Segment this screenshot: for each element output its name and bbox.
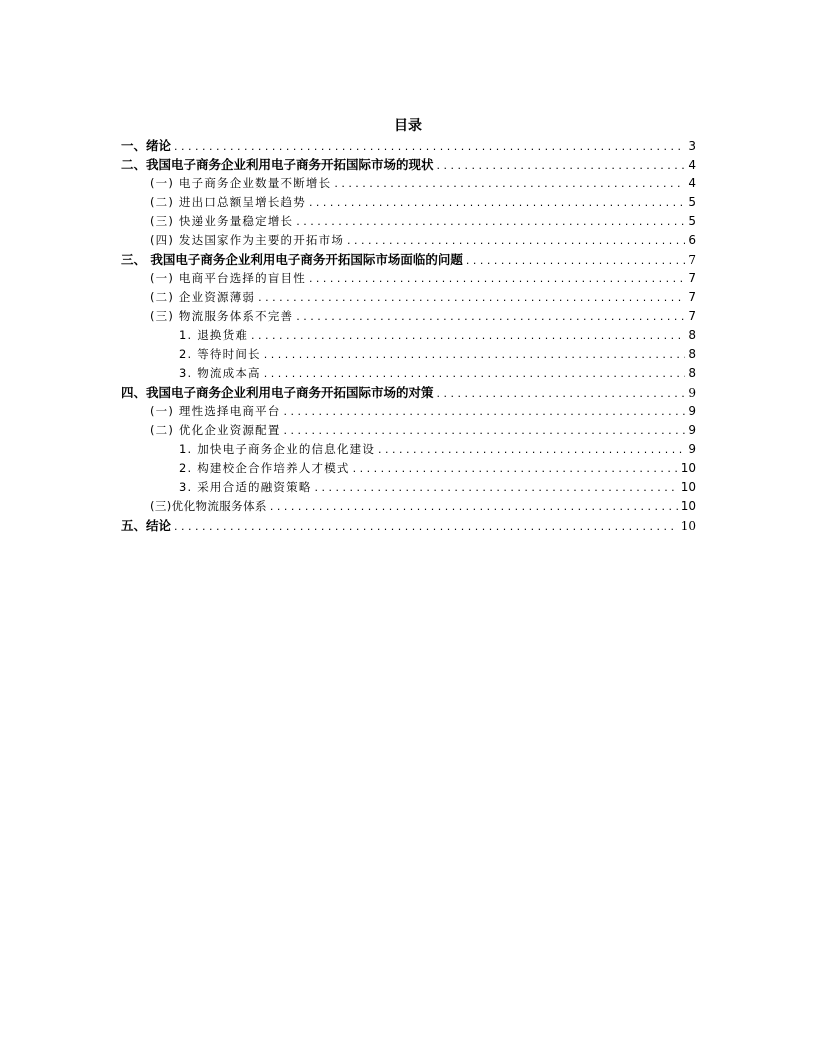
dot-leader (437, 156, 686, 175)
toc-entry-page: 9 (688, 386, 696, 400)
dot-leader (309, 193, 685, 212)
toc-entry[interactable] (121, 345, 696, 364)
toc-entry[interactable] (121, 478, 696, 497)
toc-entry-text: (三) 快递业务量稳定增长 (150, 214, 294, 228)
toc-entry-text: 3. 采用合适的融资策略 (179, 480, 312, 494)
toc-entry-page: 9 (688, 423, 696, 437)
toc-entry-page: 7 (688, 271, 696, 285)
toc-entry-page: 3 (688, 139, 696, 153)
toc-entry-page: 10 (680, 499, 696, 513)
toc-entry-page: 8 (688, 366, 696, 380)
toc-entry[interactable] (121, 193, 696, 212)
toc-entry-text: 四、我国电子商务企业利用电子商务开拓国际市场的对策 (121, 385, 434, 400)
toc-entry[interactable] (121, 288, 696, 307)
toc-entry-page: 6 (688, 233, 696, 247)
toc-entry-text: (一) 电子商务企业数量不断增长 (150, 176, 332, 190)
toc-entry[interactable] (121, 231, 696, 250)
toc-entry-text: 二、我国电子商务企业利用电子商务开拓国际市场的现状 (121, 157, 434, 172)
toc-entry-text: (三)优化物流服务体系 (150, 499, 267, 513)
toc-entry-page: 8 (688, 347, 696, 361)
toc-entry-page: 4 (688, 176, 696, 190)
toc-entry[interactable] (121, 269, 696, 288)
toc-entry[interactable] (121, 250, 696, 269)
toc-entry-page: 7 (688, 309, 696, 323)
dot-leader (296, 307, 685, 326)
toc-entry[interactable] (121, 421, 696, 440)
toc-entry[interactable] (121, 440, 696, 459)
toc-entry[interactable] (121, 155, 696, 174)
toc-entry-page: 5 (688, 195, 696, 209)
toc-entry-text: (二) 进出口总额呈增长趋势 (150, 195, 306, 209)
toc-entry[interactable] (121, 383, 696, 402)
toc-entry-page: 7 (688, 253, 696, 267)
dot-leader (334, 174, 685, 193)
dot-leader (466, 251, 686, 270)
dot-leader (309, 269, 685, 288)
toc-entry[interactable] (121, 364, 696, 383)
toc-entry[interactable] (121, 136, 696, 155)
toc-entry-page: 10 (680, 480, 696, 494)
dot-leader (296, 212, 685, 231)
toc-entry-text: 五、结论 (121, 518, 172, 533)
toc-entry[interactable] (121, 459, 696, 478)
toc-entry[interactable] (121, 212, 696, 231)
dot-leader (347, 231, 685, 250)
toc-title: 目录 (394, 118, 422, 134)
toc-entry-page: 7 (688, 290, 696, 304)
dot-leader (251, 326, 685, 345)
toc-entry-page: 9 (688, 404, 696, 418)
toc-entry-text: 2. 等待时间长 (179, 347, 261, 361)
dot-leader (284, 421, 686, 440)
toc-entry-text: 1. 加快电子商务企业的信息化建设 (179, 442, 376, 456)
toc-entry-page: 8 (688, 328, 696, 342)
toc-entry-text: 一、绪论 (121, 138, 172, 153)
table-of-contents (121, 136, 696, 535)
toc-entry-page: 9 (688, 442, 696, 456)
toc-entry-page: 5 (688, 214, 696, 228)
toc-entry[interactable] (121, 174, 696, 193)
dot-leader (174, 517, 678, 536)
toc-entry-page: 10 (680, 461, 696, 475)
toc-entry[interactable] (121, 497, 696, 516)
dot-leader (174, 137, 685, 156)
toc-entry-text: (二) 优化企业资源配置 (150, 423, 281, 437)
toc-entry-text: (四) 发达国家作为主要的开拓市场 (150, 233, 345, 247)
dot-leader (378, 440, 685, 459)
dot-leader (315, 478, 678, 497)
dot-leader (270, 497, 678, 516)
toc-entry[interactable] (121, 326, 696, 345)
toc-entry-text: (三) 物流服务体系不完善 (150, 309, 294, 323)
toc-entry-text: 3. 物流成本高 (179, 366, 261, 380)
dot-leader (264, 364, 686, 383)
dot-leader (264, 345, 686, 364)
dot-leader (258, 288, 685, 307)
toc-entry-text: (二) 企业资源薄弱 (150, 290, 256, 304)
dot-leader (284, 402, 686, 421)
toc-entry-text: 三、 我国电子商务企业利用电子商务开拓国际市场面临的问题 (121, 252, 463, 267)
toc-entry-text: (一) 理性选择电商平台 (150, 404, 281, 418)
toc-entry-text: 1. 退换货难 (179, 328, 249, 342)
toc-entry-page: 4 (688, 158, 696, 172)
toc-entry-page: 10 (680, 519, 696, 533)
toc-entry-text: (一) 电商平台选择的盲目性 (150, 271, 306, 285)
toc-entry[interactable] (121, 402, 696, 421)
dot-leader (353, 459, 678, 478)
dot-leader (437, 384, 686, 403)
toc-entry[interactable] (121, 516, 696, 535)
toc-entry[interactable] (121, 307, 696, 326)
toc-entry-text: 2. 构建校企合作培养人才模式 (179, 461, 350, 475)
